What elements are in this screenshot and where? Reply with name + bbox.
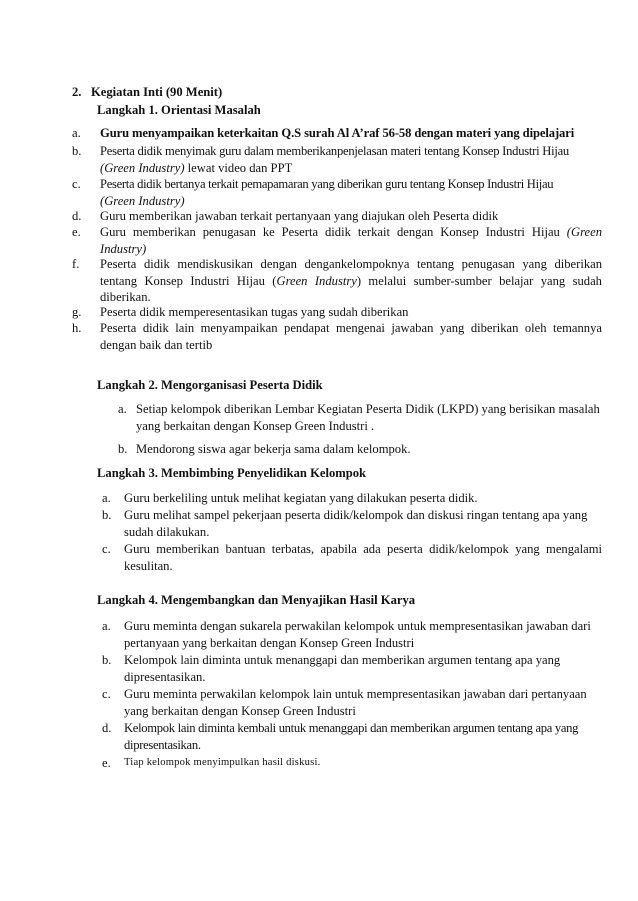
list-marker: c.: [72, 177, 81, 191]
list-marker: c.: [102, 542, 111, 556]
list-marker: a.: [72, 126, 81, 140]
list-marker: d.: [72, 209, 82, 223]
list-item-text: Peserta didik memperesentasikan tugas yang sudah diberikan: [100, 305, 409, 319]
section-number: 2.: [72, 85, 82, 99]
list-item-text: Setiap kelompok diberikan Lembar Kegiatan Peserta Didik (LKPD) yang berisikan masalah yang berkaitan dengan Konsep Green Industri .: [136, 402, 600, 433]
list-marker: g.: [72, 305, 82, 319]
list-item-text: Guru memberikan jawaban terkait pertanyaan yang diajukan oleh Peserta didik: [100, 209, 499, 223]
list-marker: f.: [72, 257, 80, 271]
list-marker: e.: [102, 756, 111, 770]
step3-title: Langkah 3. Membimbing Penyelidikan Kelompok: [97, 466, 367, 480]
list-item-text: Kelompok lain diminta untuk menanggapi dan memberikan argumen tentang apa yang dipresentasikan.: [124, 653, 561, 684]
list-marker: e.: [72, 225, 81, 239]
list-marker: d.: [102, 721, 112, 735]
step1-title: Langkah 1. Orientasi Masalah: [97, 103, 261, 117]
list-item-text: Guru melihat sampel pekerjaan peserta didik/kelompok dan diskusi ringan tentang apa yang sudah dilakukan.: [124, 508, 588, 539]
list-item-text: Guru meminta dengan sukarela perwakilan kelompok untuk mempresentasikan jawaban dari pertanyaan yang berkaitan dengan Konsep Green Industri: [124, 619, 591, 650]
italic-term: Green Industry: [276, 273, 357, 288]
list-marker: b.: [118, 442, 128, 456]
list-item-text: Guru berkeliling untuk melihat kegiatan yang dilakukan peserta didik.: [124, 491, 478, 505]
list-item-text: ) melalui sumber-sumber belajar yang sudah diberikan.: [100, 273, 602, 304]
list-item-text: Peserta didik lain menyampaikan pendapat mengenai jawaban yang diberikan oleh temannya dengan baik dan tertib: [100, 321, 602, 352]
list-item-text: Kelompok lain diminta kembali untuk menanggapi dan memberikan argumen tentang apa yang dipresentasikan.: [124, 721, 579, 752]
list-item-text: Guru memberikan penugasan ke Peserta didik terkait dengan Konsep Industri Hijau: [100, 225, 567, 239]
list-marker: b.: [72, 144, 82, 158]
step2-title: Langkah 2. Mengorganisasi Peserta Didik: [97, 378, 323, 392]
list-marker: c.: [102, 687, 111, 701]
section-title: Kegiatan Inti (90 Menit): [91, 85, 223, 99]
list-marker: h.: [72, 321, 82, 335]
list-item-text: lewat video dan PPT: [184, 160, 293, 175]
italic-term: (Green Industry): [100, 160, 185, 175]
list-item-text: Guru memberikan bantuan terbatas, apabila ada peserta didik/kelompok yang mengalami kesulitan.: [124, 542, 602, 573]
list-item-text: Guru menyampaikan keterkaitan Q.S surah Al A’raf 56-58 dengan materi yang dipelajari: [100, 126, 575, 140]
italic-term: (Green Industry): [100, 193, 185, 208]
list-item-text: Mendorong siswa agar bekerja sama dalam kelompok.: [136, 442, 411, 456]
list-item-text: Peserta didik mendiskusikan dengan dengankelompoknya tentang penugasan yang diberikan tentang Konsep Industri Hijau (: [100, 257, 602, 288]
italic-term: (Green Industry): [100, 225, 602, 256]
list-item-text: Guru meminta perwakilan kelompok lain untuk mempresentasikan jawaban dari pertanyaan yang berkaitan dengan Konsep Green Industri: [124, 687, 587, 718]
list-marker: a.: [102, 619, 111, 633]
list-marker: b.: [102, 653, 112, 667]
step4-title: Langkah 4. Mengembangkan dan Menyajikan Hasil Karya: [97, 593, 416, 607]
list-item-text: Peserta didik menyimak guru dalam memberikanpenjelasan materi tentang Konsep Industri Hijau: [100, 144, 569, 158]
list-marker: a.: [102, 491, 111, 505]
list-item-text: Tiap kelompok menyimpulkan hasil diskusi.: [124, 757, 321, 768]
list-item-text: Peserta didik bertanya terkait pemapamaran yang diberikan guru tentang Konsep Industri Hijau: [100, 177, 554, 191]
list-marker: a.: [118, 402, 127, 416]
list-marker: b.: [102, 508, 112, 522]
